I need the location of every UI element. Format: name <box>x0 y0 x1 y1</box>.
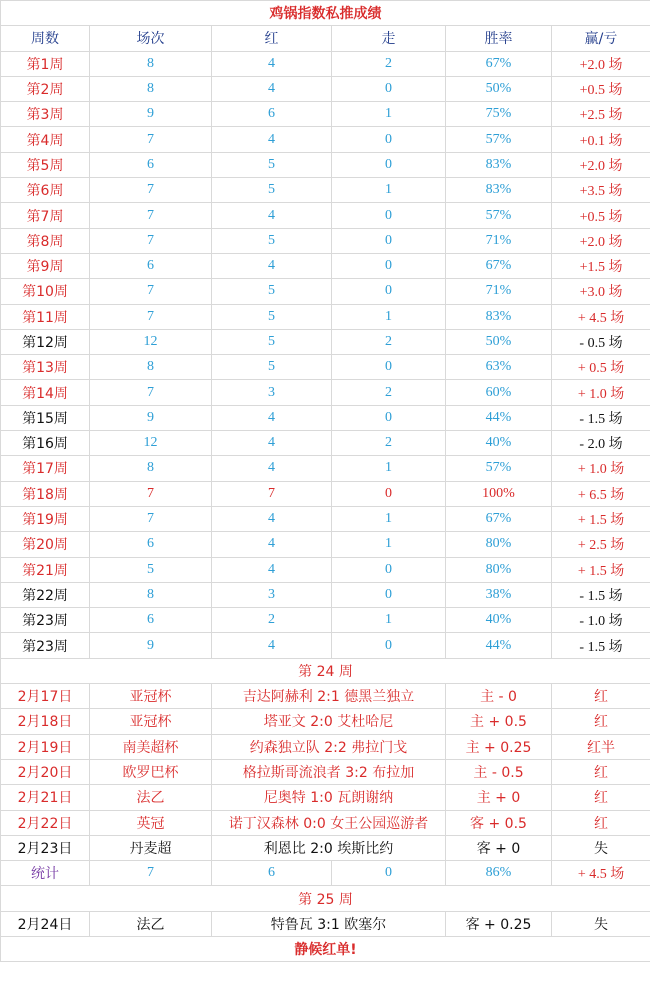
week-label: 第3周 <box>1 102 90 127</box>
summary-push: 0 <box>332 861 446 886</box>
match-row <box>1 785 650 810</box>
red-count: 5 <box>212 304 332 329</box>
summary-games: 7 <box>90 861 212 886</box>
match-league: 英冠 <box>90 810 212 835</box>
week-row <box>1 127 650 152</box>
week24-title-row <box>1 658 650 683</box>
header-profit: 赢/亏 <box>552 26 650 51</box>
header-rate: 胜率 <box>446 26 552 51</box>
match-pick: 客 + 0 <box>446 835 552 860</box>
week-row <box>1 76 650 101</box>
match-row <box>1 759 650 784</box>
match-league: 南美超杯 <box>90 734 212 759</box>
push-count: 1 <box>332 506 446 531</box>
profit-value: +0.5 场 <box>552 76 650 101</box>
week-label: 第9周 <box>1 253 90 278</box>
match-result: 红 <box>552 810 650 835</box>
win-rate: 100% <box>446 481 552 506</box>
header-push: 走 <box>332 26 446 51</box>
games-count: 9 <box>90 405 212 430</box>
match-pick: 主 + 0 <box>446 785 552 810</box>
push-count: 0 <box>332 76 446 101</box>
match-pick: 客 + 0.5 <box>446 810 552 835</box>
match-score: 约森独立队 2:2 弗拉门戈 <box>212 734 446 759</box>
week-row <box>1 380 650 405</box>
match-score: 格拉斯哥流浪者 3:2 布拉加 <box>212 759 446 784</box>
week-row <box>1 178 650 203</box>
win-rate: 44% <box>446 633 552 658</box>
week-label: 第21周 <box>1 557 90 582</box>
games-count: 7 <box>90 481 212 506</box>
week-label: 第11周 <box>1 304 90 329</box>
profit-value: + 1.0 场 <box>552 380 650 405</box>
header-red: 红 <box>212 26 332 51</box>
win-rate: 40% <box>446 431 552 456</box>
week-label: 第23周 <box>1 633 90 658</box>
push-count: 0 <box>332 203 446 228</box>
games-count: 12 <box>90 329 212 354</box>
match-pick: 主 + 0.5 <box>446 709 552 734</box>
games-count: 7 <box>90 127 212 152</box>
push-count: 1 <box>332 102 446 127</box>
week-label: 第1周 <box>1 51 90 76</box>
win-rate: 83% <box>446 178 552 203</box>
match-date: 2月22日 <box>1 810 90 835</box>
footer-note: 静候红单! <box>1 936 650 961</box>
profit-value: + 1.0 场 <box>552 456 650 481</box>
week-label: 第14周 <box>1 380 90 405</box>
profit-value: + 1.5 场 <box>552 506 650 531</box>
match-row <box>1 810 650 835</box>
week-row <box>1 431 650 456</box>
match-date: 2月23日 <box>1 835 90 860</box>
week-row <box>1 557 650 582</box>
match-date: 2月19日 <box>1 734 90 759</box>
games-count: 6 <box>90 253 212 278</box>
profit-value: +2.0 场 <box>552 152 650 177</box>
win-rate: 71% <box>446 279 552 304</box>
week-label: 第10周 <box>1 279 90 304</box>
week-row <box>1 506 650 531</box>
games-count: 6 <box>90 152 212 177</box>
match-result: 红 <box>552 709 650 734</box>
win-rate: 80% <box>446 532 552 557</box>
games-count: 6 <box>90 532 212 557</box>
week-row <box>1 279 650 304</box>
week-label: 第4周 <box>1 127 90 152</box>
match-league: 法乙 <box>90 785 212 810</box>
match-result: 红 <box>552 785 650 810</box>
profit-value: +3.5 场 <box>552 178 650 203</box>
week-label: 第18周 <box>1 481 90 506</box>
win-rate: 57% <box>446 456 552 481</box>
week25-title-row <box>1 886 650 911</box>
week-label: 第7周 <box>1 203 90 228</box>
profit-value: + 6.5 场 <box>552 481 650 506</box>
week-row <box>1 608 650 633</box>
match-league: 亚冠杯 <box>90 709 212 734</box>
push-count: 0 <box>332 228 446 253</box>
week-label: 第2周 <box>1 76 90 101</box>
push-count: 1 <box>332 178 446 203</box>
profit-value: +0.1 场 <box>552 127 650 152</box>
match-score: 尼奥特 1:0 瓦朗谢纳 <box>212 785 446 810</box>
summary-row <box>1 861 650 886</box>
games-count: 7 <box>90 380 212 405</box>
win-rate: 71% <box>446 228 552 253</box>
title-row <box>1 1 650 26</box>
games-count: 8 <box>90 51 212 76</box>
push-count: 0 <box>332 405 446 430</box>
red-count: 4 <box>212 76 332 101</box>
match-league: 亚冠杯 <box>90 684 212 709</box>
match-score: 塔亚文 2:0 艾杜哈尼 <box>212 709 446 734</box>
red-count: 4 <box>212 127 332 152</box>
week-row <box>1 633 650 658</box>
match-score: 诺丁汉森林 0:0 女王公园巡游者 <box>212 810 446 835</box>
red-count: 5 <box>212 329 332 354</box>
week-row <box>1 253 650 278</box>
win-rate: 67% <box>446 253 552 278</box>
games-count: 7 <box>90 279 212 304</box>
red-count: 5 <box>212 355 332 380</box>
red-count: 5 <box>212 178 332 203</box>
push-count: 0 <box>332 582 446 607</box>
win-rate: 38% <box>446 582 552 607</box>
match-league: 丹麦超 <box>90 835 212 860</box>
push-count: 0 <box>332 481 446 506</box>
push-count: 0 <box>332 253 446 278</box>
win-rate: 57% <box>446 203 552 228</box>
profit-value: - 1.0 场 <box>552 608 650 633</box>
week-row <box>1 203 650 228</box>
match-score: 特鲁瓦 3:1 欧塞尔 <box>212 911 446 936</box>
match-row <box>1 835 650 860</box>
summary-profit: + 4.5 场 <box>552 861 650 886</box>
win-rate: 50% <box>446 76 552 101</box>
match-score: 吉达阿赫利 2:1 德黑兰独立 <box>212 684 446 709</box>
summary-rate: 86% <box>446 861 552 886</box>
red-count: 4 <box>212 633 332 658</box>
match-pick: 主 + 0.25 <box>446 734 552 759</box>
match-result: 红半 <box>552 734 650 759</box>
push-count: 2 <box>332 51 446 76</box>
red-count: 4 <box>212 506 332 531</box>
week-label: 第23周 <box>1 608 90 633</box>
week-row <box>1 102 650 127</box>
win-rate: 67% <box>446 506 552 531</box>
week-row <box>1 355 650 380</box>
red-count: 3 <box>212 582 332 607</box>
win-rate: 57% <box>446 127 552 152</box>
week-row <box>1 582 650 607</box>
games-count: 7 <box>90 228 212 253</box>
profit-value: - 0.5 场 <box>552 329 650 354</box>
push-count: 1 <box>332 608 446 633</box>
profit-value: - 2.0 场 <box>552 431 650 456</box>
win-rate: 67% <box>446 51 552 76</box>
match-result: 失 <box>552 911 650 936</box>
week-row <box>1 228 650 253</box>
match-league: 法乙 <box>90 911 212 936</box>
red-count: 6 <box>212 102 332 127</box>
match-score: 利恩比 2:0 埃斯比约 <box>212 835 446 860</box>
games-count: 8 <box>90 582 212 607</box>
games-count: 12 <box>90 431 212 456</box>
games-count: 6 <box>90 608 212 633</box>
win-rate: 80% <box>446 557 552 582</box>
match-pick: 主 - 0.5 <box>446 759 552 784</box>
profit-value: + 2.5 场 <box>552 532 650 557</box>
match-league: 欧罗巴杯 <box>90 759 212 784</box>
profit-value: +0.5 场 <box>552 203 650 228</box>
profit-value: - 1.5 场 <box>552 633 650 658</box>
summary-red: 6 <box>212 861 332 886</box>
match-pick: 客 + 0.25 <box>446 911 552 936</box>
match-date: 2月17日 <box>1 684 90 709</box>
win-rate: 83% <box>446 304 552 329</box>
match-row <box>1 734 650 759</box>
profit-value: + 4.5 场 <box>552 304 650 329</box>
push-count: 1 <box>332 304 446 329</box>
games-count: 7 <box>90 506 212 531</box>
week-row <box>1 152 650 177</box>
win-rate: 63% <box>446 355 552 380</box>
red-count: 4 <box>212 557 332 582</box>
games-count: 9 <box>90 633 212 658</box>
week-row <box>1 405 650 430</box>
week-row <box>1 304 650 329</box>
match-pick: 主 - 0 <box>446 684 552 709</box>
red-count: 4 <box>212 405 332 430</box>
push-count: 0 <box>332 557 446 582</box>
push-count: 2 <box>332 329 446 354</box>
games-count: 7 <box>90 304 212 329</box>
push-count: 0 <box>332 355 446 380</box>
match-date: 2月24日 <box>1 911 90 936</box>
profit-value: +1.5 场 <box>552 253 650 278</box>
red-count: 4 <box>212 532 332 557</box>
red-count: 2 <box>212 608 332 633</box>
push-count: 0 <box>332 152 446 177</box>
week25-title: 第 25 周 <box>1 886 650 911</box>
win-rate: 44% <box>446 405 552 430</box>
week-label: 第12周 <box>1 329 90 354</box>
profit-value: + 1.5 场 <box>552 557 650 582</box>
red-count: 4 <box>212 253 332 278</box>
match-result: 红 <box>552 684 650 709</box>
red-count: 3 <box>212 380 332 405</box>
push-count: 0 <box>332 633 446 658</box>
games-count: 8 <box>90 355 212 380</box>
week-label: 第16周 <box>1 431 90 456</box>
profit-value: +2.0 场 <box>552 228 650 253</box>
match-row <box>1 709 650 734</box>
push-count: 2 <box>332 431 446 456</box>
push-count: 1 <box>332 456 446 481</box>
week-row <box>1 481 650 506</box>
week-label: 第20周 <box>1 532 90 557</box>
match-date: 2月21日 <box>1 785 90 810</box>
games-count: 7 <box>90 203 212 228</box>
push-count: 2 <box>332 380 446 405</box>
match-date: 2月20日 <box>1 759 90 784</box>
match-row <box>1 911 650 936</box>
match-date: 2月18日 <box>1 709 90 734</box>
sheet-title: 鸡锅指数私推成绩 <box>1 1 650 26</box>
games-count: 5 <box>90 557 212 582</box>
match-row <box>1 684 650 709</box>
header-row <box>1 26 650 51</box>
week24-title: 第 24 周 <box>1 658 650 683</box>
week-label: 第15周 <box>1 405 90 430</box>
win-rate: 40% <box>446 608 552 633</box>
match-result: 失 <box>552 835 650 860</box>
header-games: 场次 <box>90 26 212 51</box>
win-rate: 50% <box>446 329 552 354</box>
match-result: 红 <box>552 759 650 784</box>
red-count: 7 <box>212 481 332 506</box>
red-count: 5 <box>212 228 332 253</box>
games-count: 8 <box>90 76 212 101</box>
profit-value: +3.0 场 <box>552 279 650 304</box>
week-row <box>1 329 650 354</box>
push-count: 0 <box>332 279 446 304</box>
header-week: 周数 <box>1 26 90 51</box>
week-row <box>1 532 650 557</box>
red-count: 5 <box>212 279 332 304</box>
red-count: 4 <box>212 456 332 481</box>
week-label: 第8周 <box>1 228 90 253</box>
push-count: 0 <box>332 127 446 152</box>
win-rate: 60% <box>446 380 552 405</box>
push-count: 1 <box>332 532 446 557</box>
profit-value: - 1.5 场 <box>552 582 650 607</box>
win-rate: 83% <box>446 152 552 177</box>
red-count: 4 <box>212 51 332 76</box>
profit-value: + 0.5 场 <box>552 355 650 380</box>
week-label: 第13周 <box>1 355 90 380</box>
red-count: 4 <box>212 431 332 456</box>
games-count: 7 <box>90 178 212 203</box>
games-count: 9 <box>90 102 212 127</box>
week-row <box>1 456 650 481</box>
games-count: 8 <box>90 456 212 481</box>
week-label: 第5周 <box>1 152 90 177</box>
win-rate: 75% <box>446 102 552 127</box>
week-label: 第17周 <box>1 456 90 481</box>
week-label: 第22周 <box>1 582 90 607</box>
profit-value: +2.0 场 <box>552 51 650 76</box>
profit-value: +2.5 场 <box>552 102 650 127</box>
week-label: 第6周 <box>1 178 90 203</box>
summary-label: 统计 <box>1 861 90 886</box>
red-count: 4 <box>212 203 332 228</box>
week-row <box>1 51 650 76</box>
profit-value: - 1.5 场 <box>552 405 650 430</box>
week-label: 第19周 <box>1 506 90 531</box>
footer-row <box>1 936 650 961</box>
red-count: 5 <box>212 152 332 177</box>
